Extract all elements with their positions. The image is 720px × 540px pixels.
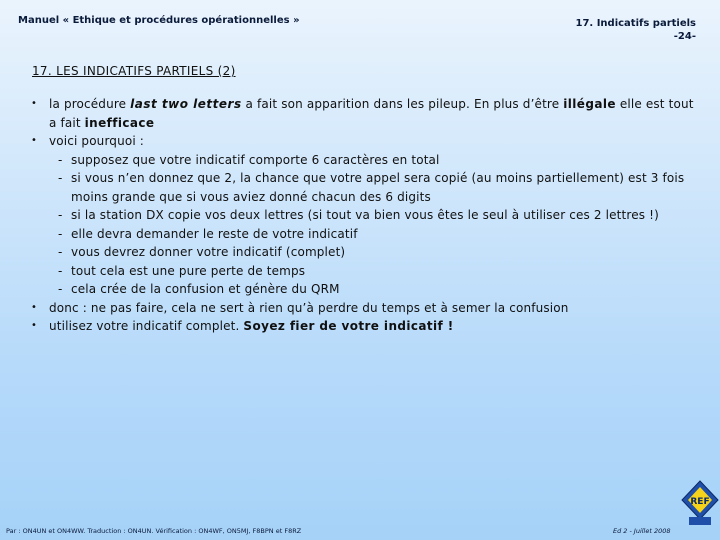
bullet-item: • voici pourquoi : [30, 132, 698, 151]
italic-term: last two letters [130, 97, 242, 111]
sub-item: - si la station DX copie vos deux lettres (si tout va bien vous êtes le seul à utiliser ces 2 lettres !) [30, 206, 698, 225]
sub-item: - elle devra demander le reste de votre indicatif [30, 225, 698, 244]
bold-term: illégale [563, 97, 616, 111]
sub-item: - cela crée de la confusion et génère du QRM [30, 280, 698, 299]
page-number: -24- [673, 31, 696, 42]
bullet-item [30, 317, 698, 336]
document-header-title: Manuel « Ethique et procédures opérationnelles » [18, 15, 300, 26]
sub-item: - vous devrez donner votre indicatif (complet) [30, 243, 698, 262]
bullet-list [30, 95, 698, 336]
chapter-header [576, 17, 697, 43]
bullet-item: • donc : ne pas faire, cela ne sert à rien qu’à perdre du temps et à semer la confusion [30, 299, 698, 318]
bullet-text: utilisez votre indicatif complet. [49, 319, 244, 333]
bold-statement: Soyez fier de votre indicatif ! [243, 319, 454, 333]
bullet-text: elle est tout a fait [49, 97, 694, 130]
chapter-title: 17. Indicatifs partiels [575, 18, 696, 29]
section-title: 17. LES INDICATIFS PARTIELS (2) [32, 64, 236, 78]
footer-credits: Par : ON4UN et ON4WW. Traduction : ON4UN. Vérification : ON4WF, ON5MJ, F8BPN et F8RZ [6, 527, 302, 535]
bullet-text: a fait son apparition dans les pileup. En plus d’être [241, 97, 564, 111]
sub-item: - supposez que votre indicatif comporte 6 caractères en total [30, 151, 698, 170]
ref-logo-icon [680, 480, 720, 528]
sub-item: - si vous n’en donnez que 2, la chance que votre appel sera copié (au moins partiellement) est 3 fois moins grande que si vous aviez donné chacun des 6 digits [30, 169, 698, 206]
footer-edition: Ed 2 - Juillet 2008 [613, 527, 671, 535]
bullet-item [30, 95, 698, 132]
bold-term: inefficace [84, 115, 155, 130]
sub-item: - tout cela est une pure perte de temps [30, 262, 698, 281]
bullet-text: la procédure [49, 97, 131, 111]
ref-logo-text: REF [690, 497, 710, 507]
